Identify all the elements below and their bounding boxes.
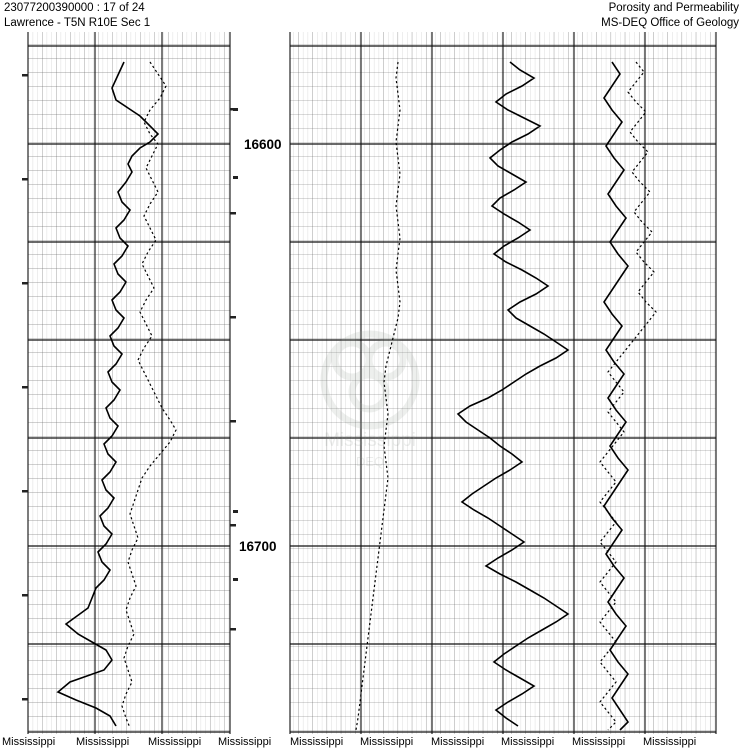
well-location-label: Lawrence - T5N R10E Sec 1 [4, 17, 151, 29]
footer-label-row [0, 736, 744, 755]
footer-label: Mississippi [218, 736, 272, 748]
footer-label: Mississippi [148, 736, 202, 748]
agency-label: MS-DEQ Office of Geology [601, 17, 739, 29]
footer-label: Mississippi [290, 736, 344, 748]
depth-label-group [233, 108, 282, 581]
footer-label: Mississippi [572, 736, 626, 748]
footer-label: Mississippi [431, 736, 485, 748]
footer-label: Mississippi [501, 736, 555, 748]
footer-label: Mississippi [360, 736, 414, 748]
track-1-grid [22, 32, 236, 734]
log-type-label: Porosity and Permeability [608, 2, 739, 14]
footer-label: Mississippi [643, 736, 697, 748]
watermark-text: Mississippi [324, 430, 416, 451]
log-header [0, 0, 744, 32]
well-log-chart [0, 30, 744, 730]
api-page-label: 23077200390000 : 17 of 24 [4, 2, 145, 14]
depth-label: 16600 [244, 137, 282, 152]
log-canvas [0, 30, 744, 736]
watermark-subtext: DEQ [355, 454, 385, 469]
footer-label: Mississippi [76, 736, 130, 748]
depth-label: 16700 [239, 539, 277, 554]
footer-label: Mississippi [2, 736, 56, 748]
